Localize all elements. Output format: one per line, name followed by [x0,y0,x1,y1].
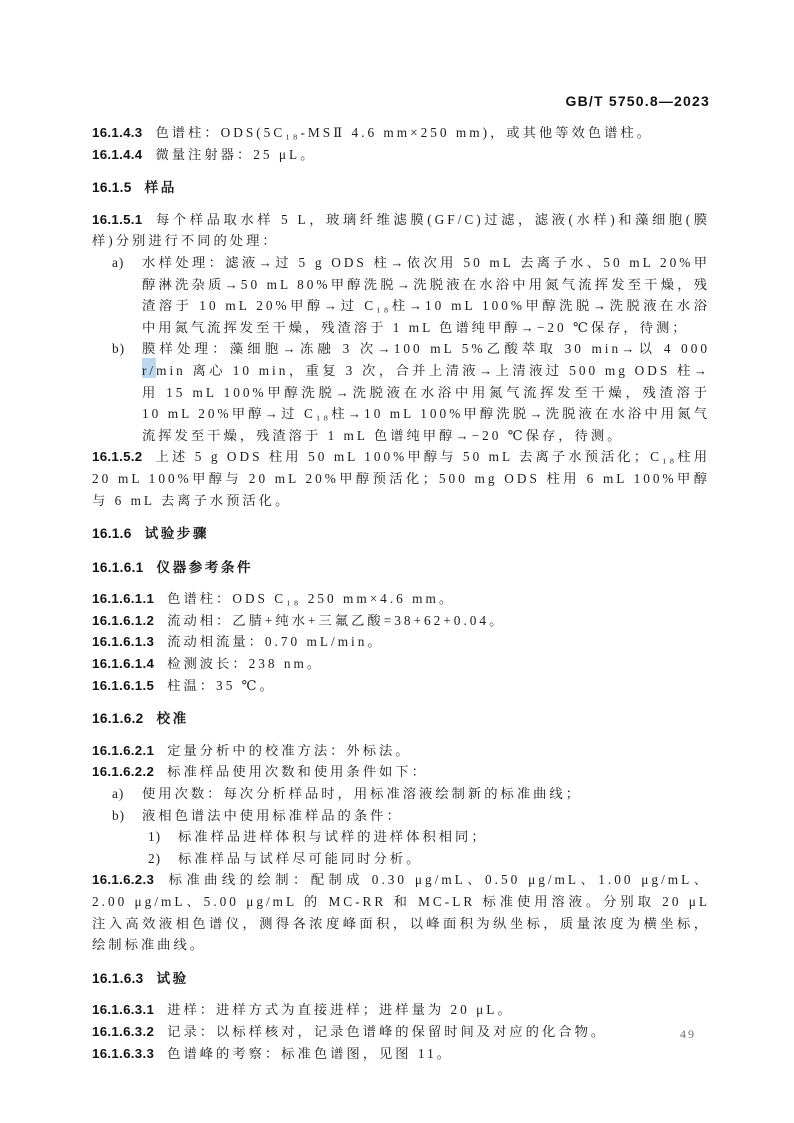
heading-title: 样品 [144,180,177,196]
clause-number: 16.1.6.2.3 [92,872,155,888]
heading-16-1-6-3-test [92,968,710,990]
list-item-text: 标准样品进样体积与试样的进样体积相同； [178,829,488,845]
heading-number: 16.1.6.1 [92,559,144,575]
list-item-text: 液相色谱法中使用标准样品的条件： [142,807,403,823]
text-segment: min 离心 10 min，重复 3 次，合并上清液→上清液过 500 mg ODS 柱→用 15 mL 100%甲醇洗脱→洗脱液在水浴中用氮气流挥发至干燥，残渣溶于 10 mL 20%甲醇→过 C₁₈柱→10 mL 100%甲醇洗脱→洗脱液在水浴中用氮气流挥发至干燥，残渣溶于 1 mL 色谱纯甲醇→−20 ℃保存，待测。 [142,362,710,443]
clause-text: 色谱柱：ODS C₁₈ 250 mm×4.6 mm。 [167,591,456,607]
clause-16-1-6-1-4 [92,653,710,675]
heading-number: 16.1.6.2 [92,711,144,727]
list-item-2-simultaneous-analysis [92,848,710,870]
heading-title: 仪器参考条件 [156,559,254,575]
list-item-text: 水样处理：滤液→过 5 g ODS 柱→依次用 50 mL 去离子水、50 mL 20%甲醇淋洗杂质→50 mL 80%甲醇洗脱→洗脱液在水浴中用氮气流挥发至干燥，残渣溶于 10 mL 20%甲醇→过 C₁₈柱→10 mL 100%甲醇洗脱→洗脱液在水浴中用氮气流挥发至干燥，残渣溶于 1 mL 色谱纯甲醇→−20 ℃保存，待测； [142,254,710,335]
heading-title: 校准 [156,711,189,727]
clause-16-1-6-1-2 [92,610,710,632]
clause-number: 16.1.5.1 [92,211,143,227]
clause-text: 柱温：35 ℃。 [167,677,276,693]
heading-16-1-6-2-calibration [92,708,710,730]
list-item-label: a) [112,254,125,270]
heading-number: 16.1.6.3 [92,970,144,986]
list-item-text [142,338,710,446]
clause-number: 16.1.6.1.4 [92,656,155,672]
list-item-label: 2) [148,850,162,866]
clause-16-1-4-3 [92,122,710,144]
page-number: 49 [680,1027,696,1041]
clause-16-1-5-1 [92,209,710,252]
clause-number: 16.1.6.3.3 [92,1045,155,1061]
list-item-label: 1) [148,829,162,845]
list-item-b-hplc-conditions [92,805,710,827]
clause-number: 16.1.6.3.1 [92,1002,155,1018]
clause-16-1-6-3-2 [92,1021,710,1043]
clause-16-1-4-4 [92,144,710,166]
highlighted-text: r/ [142,362,157,378]
clause-16-1-6-1-5 [92,675,710,697]
clause-16-1-6-2-3 [92,869,710,955]
heading-title: 试验 [156,970,189,986]
clause-text: 标准样品使用次数和使用条件如下： [167,764,428,780]
list-item-b-membrane-sample [92,338,710,446]
clause-number: 16.1.5.2 [92,449,143,465]
list-item-a-usage-count [92,783,710,805]
clause-text: 标准曲线的绘制：配制成 0.30 μg/mL、0.50 μg/mL、1.00 μg/mL、2.00 μg/mL、5.00 μg/mL 的 MC-RR 和 MC-LR 标准使用溶液。分别取 20 μL 注入高效液相色谱仪，测得各浓度峰面积，以峰面积为纵坐标，质量浓度为横坐标，绘制标准曲线。 [92,872,710,953]
list-item-label: a) [112,786,125,802]
clause-16-1-6-2-2 [92,761,710,783]
clause-number: 16.1.6.2.1 [92,742,155,758]
clause-16-1-6-3-1 [92,999,710,1021]
page-content [92,122,710,1064]
clause-text: 上述 5 g ODS 柱用 50 mL 100%甲醇与 50 mL 去离子水预活化；C₁₈柱用 20 mL 100%甲醇与 20 mL 20%甲醇预活化；500 mg ODS 柱用 6 mL 100%甲醇与 6 mL 去离子水预活化。 [92,449,710,508]
list-item-label: b) [112,807,126,823]
clause-text: 色谱柱：ODS(5C₁₈-MSⅡ 4.6 mm×250 mm)，或其他等效色谱柱。 [155,125,653,140]
clause-text: 进样：进样方式为直接进样；进样量为 20 μL。 [167,1002,514,1018]
list-item-text: 标准样品与试样尽可能同时分析。 [178,850,423,866]
clause-16-1-6-3-3 [92,1043,710,1065]
heading-16-1-6-test-steps [92,523,710,545]
heading-16-1-5-samples [92,177,710,199]
clause-16-1-6-1-1 [92,588,710,610]
list-item-1-same-volume [92,826,710,848]
list-item-label: b) [112,341,126,357]
heading-16-1-6-1-instrument-conditions [92,557,710,579]
clause-16-1-6-2-1 [92,740,710,762]
clause-number: 16.1.6.1.5 [92,677,155,693]
heading-number: 16.1.6 [92,526,132,542]
clause-number: 16.1.6.1.2 [92,612,155,628]
clause-number: 16.1.6.3.2 [92,1023,155,1039]
clause-text: 微量注射器：25 μL。 [155,146,317,162]
text-segment: 膜样处理：藻细胞→冻融 3 次→100 mL 5%乙酸萃取 30 min→以 4 000 [142,341,710,357]
clause-16-1-6-1-3 [92,631,710,653]
clause-text: 每个样品取水样 5 L，玻璃纤维滤膜(GF/C)过滤，滤液(水样)和藻细胞(膜样)分别进行不同的处理： [92,211,710,249]
clause-text: 色谱峰的考察：标准色谱图，见图 11。 [167,1045,454,1061]
clause-text: 检测波长：238 nm。 [167,656,324,672]
clause-number: 16.1.6.1.1 [92,591,155,607]
standard-number-header: GB/T 5750.8—2023 [565,93,710,109]
clause-number: 16.1.6.1.3 [92,634,155,650]
heading-title: 试验步骤 [144,526,209,542]
clause-text: 流动相：乙腈+纯水+三氟乙酸=38+62+0.04。 [167,612,506,628]
clause-text: 记录：以标样核对，记录色谱峰的保留时间及对应的化合物。 [167,1023,608,1039]
clause-number: 16.1.6.2.2 [92,764,155,780]
clause-text: 定量分析中的校准方法：外标法。 [167,742,412,758]
clause-number: 16.1.4.4 [92,146,143,162]
list-item-text: 使用次数：每次分析样品时，用标准溶液绘制新的标准曲线； [142,786,583,802]
heading-number: 16.1.5 [92,180,132,196]
clause-16-1-5-2 [92,446,710,511]
clause-number: 16.1.4.3 [92,125,143,140]
list-item-a-water-sample [92,252,710,338]
clause-text: 流动相流量：0.70 mL/min。 [167,634,384,650]
